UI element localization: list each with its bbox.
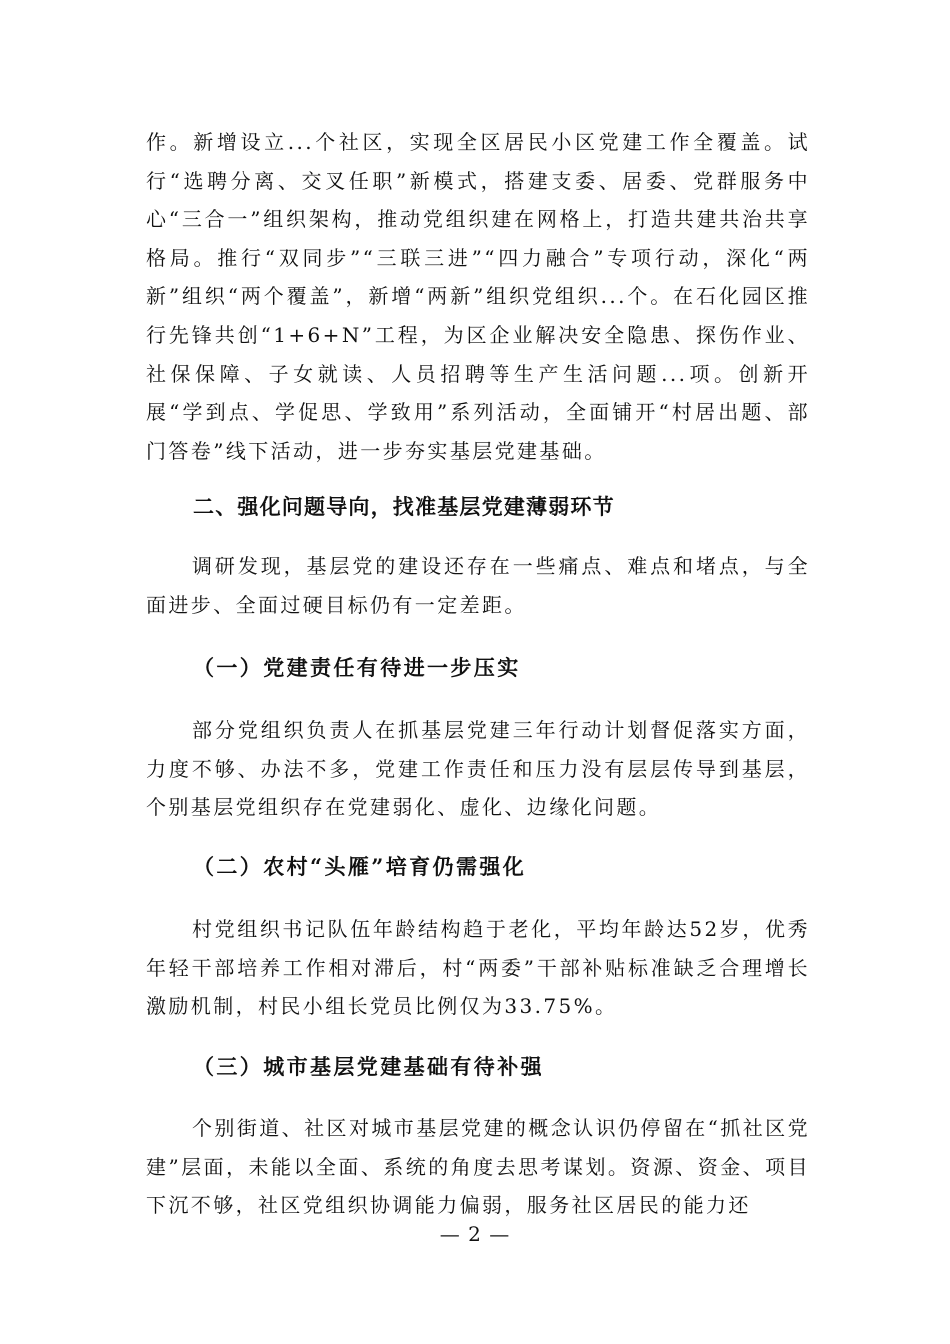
subsection-1-heading: （一）党建责任有待进一步压实 — [193, 655, 521, 680]
paragraph-intro: 作。新增设立...个社区，实现全区居民小区党建工作全覆盖。试行“选聘分离、交叉任职”新模式，搭建支委、居委、党群服务中心“三合一”组织架构，推动党组织建在网格上，打造共建共治共享格局。推行“双同步”“三联三进”“四力融合”专项行动，深化“两新”组织“两个覆盖”，新增“两新”组织党组织...个。在石化园区推行先锋共创“1+6+N”工程，为区企业解决安全隐患、探伤作业、社保保障、子女就读、人员招聘等生产生活问题...项。创新开展“学到点、学促思、学致用”系列活动，全面铺开“村居出题、部门答卷”线下活动，进一步夯实基层党建基础。 — [146, 130, 810, 463]
subsection-3-body: 个别街道、社区对城市基层党建的概念认识仍停留在“抓社区党建”层面，未能以全面、系统的角度去思考谋划。资源、资金、项目下沉不够，社区党组织协调能力偏弱，服务社区居民的能力还 — [146, 1116, 810, 1218]
section-2-heading: 二、强化问题导向，找准基层党建薄弱环节 — [193, 495, 615, 519]
subsection-1-body: 部分党组织负责人在抓基层党建三年行动计划督促落实方面，力度不够、办法不多，党建工作责任和压力没有层层传导到基层，个别基层党组织存在党建弱化、虚化、边缘化问题。 — [146, 718, 810, 820]
page-number: — 2 — — [439, 1222, 511, 1246]
subsection-2-body: 村党组织书记队伍年龄结构趋于老化，平均年龄达52岁，优秀年轻干部培养工作相对滞后，村“两委”干部补贴标准缺乏合理增长激励机制，村民小组长党员比例仅为33.75%。 — [146, 917, 810, 1019]
subsection-2-heading: （二）农村“头雁”培育仍需强化 — [193, 854, 527, 879]
subsection-3-heading: （三）城市基层党建基础有待补强 — [193, 1054, 544, 1079]
section-2-intro: 调研发现，基层党的建设还存在一些痛点、难点和堵点，与全面进步、全面过硬目标仍有一定差距。 — [146, 554, 810, 617]
